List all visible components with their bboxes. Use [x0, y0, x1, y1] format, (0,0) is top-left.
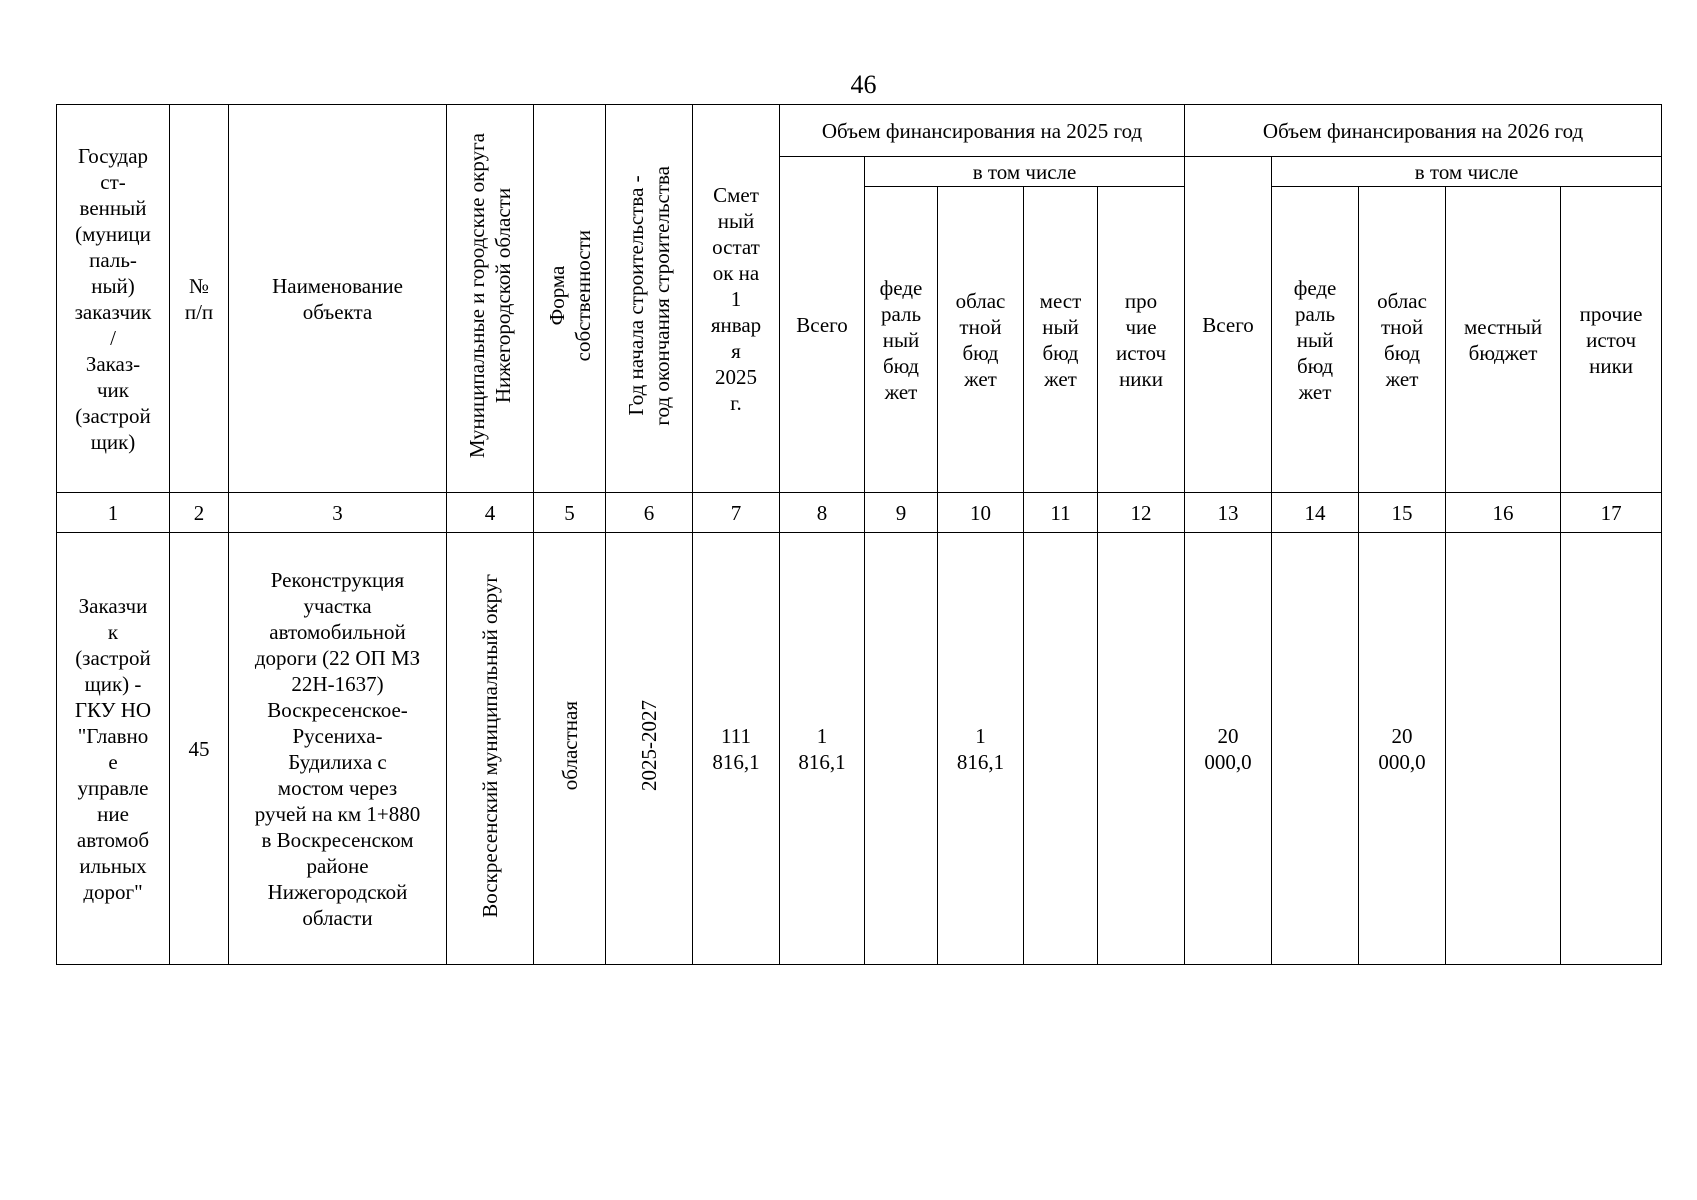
column-number: 4: [447, 493, 534, 533]
column-number-row: [57, 493, 1662, 533]
column-number: 10: [938, 493, 1024, 533]
header-balance: Смет ный остат ок на 1 январ я 2025 г.: [693, 105, 780, 493]
row-years: 2025-2027: [637, 700, 661, 791]
row-other-2026: [1561, 533, 1662, 965]
header-local-2026: местный бюджет: [1446, 187, 1561, 493]
row-other-2025: [1098, 533, 1185, 965]
column-number: 17: [1561, 493, 1662, 533]
column-number: 11: [1024, 493, 1098, 533]
column-number: 15: [1359, 493, 1446, 533]
header-total-2026: Всего: [1185, 157, 1272, 493]
column-number: 8: [780, 493, 865, 533]
table-row: [57, 533, 1662, 965]
row-regional-2025: 1 816,1: [938, 533, 1024, 965]
column-number: 7: [693, 493, 780, 533]
header-ownership-cell: [534, 105, 606, 493]
header-districts: Муниципальные и городские округа Нижегородской области: [465, 132, 515, 459]
header-regional-2026: облас тной бюд жет: [1359, 187, 1446, 493]
header-districts-cell: [447, 105, 534, 493]
column-number: 6: [606, 493, 693, 533]
column-number: 16: [1446, 493, 1561, 533]
header-other-2025: про чие источ ники: [1098, 187, 1185, 493]
column-number: 9: [865, 493, 938, 533]
column-number: 14: [1272, 493, 1359, 533]
header-total-2025: Всего: [780, 157, 865, 493]
header-including-2025: в том числе: [865, 157, 1185, 187]
header-customer: Государ ст- венный (муници паль- ный) заказчик / Заказ- чик (застрой щик): [57, 105, 170, 493]
row-local-2026: [1446, 533, 1561, 965]
header-federal-2026: феде раль ный бюд жет: [1272, 187, 1359, 493]
header-local-2025: мест ный бюд жет: [1024, 187, 1098, 493]
header-federal-2025: феде раль ный бюд жет: [865, 187, 938, 493]
row-total-2026: 20 000,0: [1185, 533, 1272, 965]
row-object-name: Реконструкция участка автомобильной дороги (22 ОП МЗ 22Н-1637) Воскресенское- Русениха- Будилиха с мостом через ручей на км 1+880 в Воскресенском районе Нижегородской области: [229, 533, 447, 965]
row-federal-2025: [865, 533, 938, 965]
header-ownership: Форма собственности: [544, 229, 595, 362]
row-number: 45: [170, 533, 229, 965]
investment-program-table: [56, 104, 1662, 965]
row-federal-2026: [1272, 533, 1359, 965]
header-including-2026: в том числе: [1272, 157, 1662, 187]
row-customer: Заказчи к (застрой щик) - ГКУ НО "Главно е управле ние автомоб ильных дорог": [57, 533, 170, 965]
row-years-cell: [606, 533, 693, 965]
header-object-name: Наименование объекта: [229, 105, 447, 493]
row-regional-2026: 20 000,0: [1359, 533, 1446, 965]
header-funding-2026: Объем финансирования на 2026 год: [1185, 105, 1662, 157]
header-number: № п/п: [170, 105, 229, 493]
header-regional-2025: облас тной бюд жет: [938, 187, 1024, 493]
column-number: 13: [1185, 493, 1272, 533]
row-balance: 111 816,1: [693, 533, 780, 965]
column-number: 3: [229, 493, 447, 533]
column-number: 2: [170, 493, 229, 533]
header-years-cell: [606, 105, 693, 493]
column-number: 12: [1098, 493, 1185, 533]
row-district-cell: [447, 533, 534, 965]
row-local-2025: [1024, 533, 1098, 965]
row-district: Воскресенский муниципальный округ: [478, 573, 502, 918]
row-ownership: областная: [557, 700, 582, 791]
header-funding-2025: Объем финансирования на 2025 год: [780, 105, 1185, 157]
row-ownership-cell: [534, 533, 606, 965]
header-other-2026: прочие источ ники: [1561, 187, 1662, 493]
column-number: 5: [534, 493, 606, 533]
column-number: 1: [57, 493, 170, 533]
row-total-2025: 1 816,1: [780, 533, 865, 965]
header-years: Год начала строительства - год окончания строительства: [624, 165, 674, 426]
page-number: 46: [850, 70, 877, 99]
